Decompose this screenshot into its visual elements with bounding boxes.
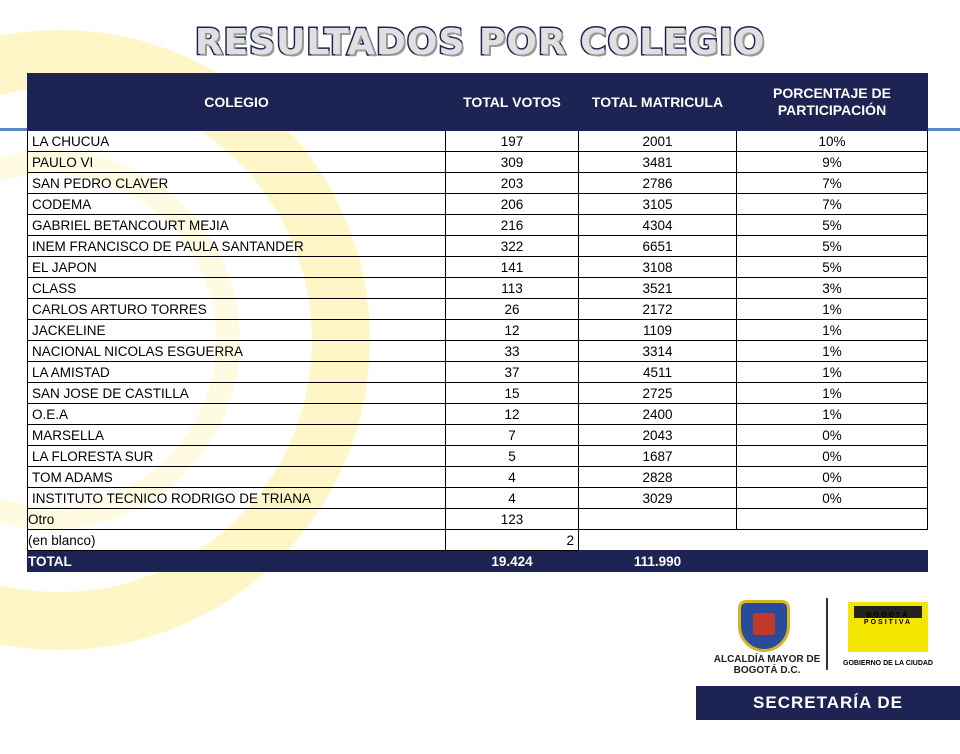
cell-colegio: EL JAPON: [28, 257, 446, 278]
cell-matricula: 4304: [579, 215, 737, 236]
cell-matricula: 2725: [579, 383, 737, 404]
cell-colegio: JACKELINE: [28, 320, 446, 341]
cell-matricula: 2001: [579, 131, 737, 152]
alcaldia-text: ALCALDÍA MAYOR DE BOGOTÁ D.C.: [713, 654, 821, 676]
table-row: [28, 404, 928, 425]
cell-colegio: Otro: [28, 509, 446, 530]
cell-colegio: CARLOS ARTURO TORRES: [28, 299, 446, 320]
table-row: [28, 362, 928, 383]
cell-porcentaje: 7%: [737, 194, 928, 215]
cell-colegio: NACIONAL NICOLAS ESGUERRA: [28, 341, 446, 362]
header-porcentaje: PORCENTAJE DE PARTICIPACIÓN: [737, 74, 928, 131]
cell-votos: 113: [446, 278, 579, 299]
header-total-matricula: TOTAL MATRICULA: [579, 74, 737, 131]
cell-colegio: INSTITUTO TECNICO RODRIGO DE TRIANA: [28, 488, 446, 509]
gobierno-text: GOBIERNO DE LA CIUDAD: [843, 660, 933, 667]
cell-votos: 123: [446, 509, 579, 530]
cell-matricula: 3029: [579, 488, 737, 509]
cell-colegio: SAN JOSE DE CASTILLA: [28, 383, 446, 404]
cell-empty: [737, 509, 928, 530]
cell-votos: 12: [446, 320, 579, 341]
table-row: [28, 467, 928, 488]
cell-votos: 26: [446, 299, 579, 320]
cell-porcentaje: 1%: [737, 383, 928, 404]
cell-porcentaje: 1%: [737, 341, 928, 362]
table-row: [28, 383, 928, 404]
cell-porcentaje: 1%: [737, 299, 928, 320]
table-row: [28, 320, 928, 341]
cell-porcentaje: 5%: [737, 257, 928, 278]
table-row: [28, 257, 928, 278]
cell-porcentaje: 7%: [737, 173, 928, 194]
cell-colegio: O.E.A: [28, 404, 446, 425]
cell-porcentaje: 9%: [737, 152, 928, 173]
cell-colegio: PAULO VI: [28, 152, 446, 173]
cell-votos: 12: [446, 404, 579, 425]
cell-votos: 2: [446, 530, 579, 551]
cell-total-empty: [737, 551, 928, 572]
cell-colegio: INEM FRANCISCO DE PAULA SANTANDER: [28, 236, 446, 257]
cell-porcentaje: 10%: [737, 131, 928, 152]
cell-colegio: CODEMA: [28, 194, 446, 215]
cell-porcentaje: 1%: [737, 362, 928, 383]
cell-votos: 15: [446, 383, 579, 404]
cell-matricula: 3481: [579, 152, 737, 173]
table-row-blanco: [28, 530, 928, 551]
cell-matricula: 4511: [579, 362, 737, 383]
table-row: [28, 152, 928, 173]
cell-colegio: LA FLORESTA SUR: [28, 446, 446, 467]
table-row: [28, 173, 928, 194]
cell-votos: 203: [446, 173, 579, 194]
cell-porcentaje: 5%: [737, 236, 928, 257]
cell-votos: 141: [446, 257, 579, 278]
table-row: [28, 425, 928, 446]
cell-colegio: (en blanco): [28, 530, 446, 551]
cell-matricula: 1109: [579, 320, 737, 341]
cell-colegio: CLASS: [28, 278, 446, 299]
table-row-otro: [28, 509, 928, 530]
header-colegio: COLEGIO: [28, 74, 446, 131]
table-row: [28, 299, 928, 320]
cell-matricula: 2828: [579, 467, 737, 488]
cell-porcentaje: 1%: [737, 320, 928, 341]
cell-votos: 4: [446, 488, 579, 509]
cell-matricula: 3105: [579, 194, 737, 215]
logo-separator: [826, 598, 828, 670]
cell-votos: 37: [446, 362, 579, 383]
cell-votos: 5: [446, 446, 579, 467]
secretaria-footer: SECRETARÍA DE EDUCACIÓN: [696, 686, 960, 720]
cell-votos: 322: [446, 236, 579, 257]
cell-votos: 7: [446, 425, 579, 446]
cell-porcentaje: 3%: [737, 278, 928, 299]
cell-votos: 216: [446, 215, 579, 236]
table-row: [28, 131, 928, 152]
cell-total-label: TOTAL: [28, 551, 446, 572]
cell-matricula: 2400: [579, 404, 737, 425]
cell-matricula: 2786: [579, 173, 737, 194]
cell-votos: 4: [446, 467, 579, 488]
bogota-shield-icon: [738, 600, 790, 652]
page-title: RESULTADOS POR COLEGIO: [194, 22, 766, 63]
table-header-row: [28, 74, 928, 131]
cell-matricula: 1687: [579, 446, 737, 467]
cell-matricula: 6651: [579, 236, 737, 257]
cell-porcentaje: 5%: [737, 215, 928, 236]
table-row: [28, 194, 928, 215]
table-row: [28, 278, 928, 299]
cell-votos: 309: [446, 152, 579, 173]
results-table: [27, 73, 928, 572]
cell-total-votos: 19.424: [446, 551, 579, 572]
table-row: [28, 341, 928, 362]
table-row: [28, 446, 928, 467]
cell-porcentaje: 0%: [737, 446, 928, 467]
bogota-positiva-logo: [848, 602, 928, 652]
table-row: [28, 215, 928, 236]
cell-colegio: MARSELLA: [28, 425, 446, 446]
cell-matricula: 2043: [579, 425, 737, 446]
cell-votos: 33: [446, 341, 579, 362]
table-row: [28, 236, 928, 257]
cell-empty: [579, 509, 737, 530]
cell-votos: 197: [446, 131, 579, 152]
cell-votos: 206: [446, 194, 579, 215]
cell-colegio: LA CHUCUA: [28, 131, 446, 152]
cell-porcentaje: 0%: [737, 425, 928, 446]
cell-matricula: 3108: [579, 257, 737, 278]
cell-empty: [737, 530, 928, 551]
cell-empty: [579, 530, 737, 551]
cell-colegio: LA AMISTAD: [28, 362, 446, 383]
header-total-votos: TOTAL VOTOS: [446, 74, 579, 131]
cell-colegio: SAN PEDRO CLAVER: [28, 173, 446, 194]
cell-porcentaje: 0%: [737, 488, 928, 509]
table-row-total: [28, 551, 928, 572]
cell-total-matricula: 111.990: [579, 551, 737, 572]
cell-porcentaje: 1%: [737, 404, 928, 425]
cell-colegio: GABRIEL BETANCOURT MEJIA: [28, 215, 446, 236]
cell-matricula: 3314: [579, 341, 737, 362]
cell-porcentaje: 0%: [737, 467, 928, 488]
table-row: [28, 488, 928, 509]
logos-area: [700, 590, 940, 680]
cell-colegio: TOM ADAMS: [28, 467, 446, 488]
cell-matricula: 3521: [579, 278, 737, 299]
cell-matricula: 2172: [579, 299, 737, 320]
bogota-positiva-text: BOGOTÁ POSITIVA: [863, 612, 913, 626]
